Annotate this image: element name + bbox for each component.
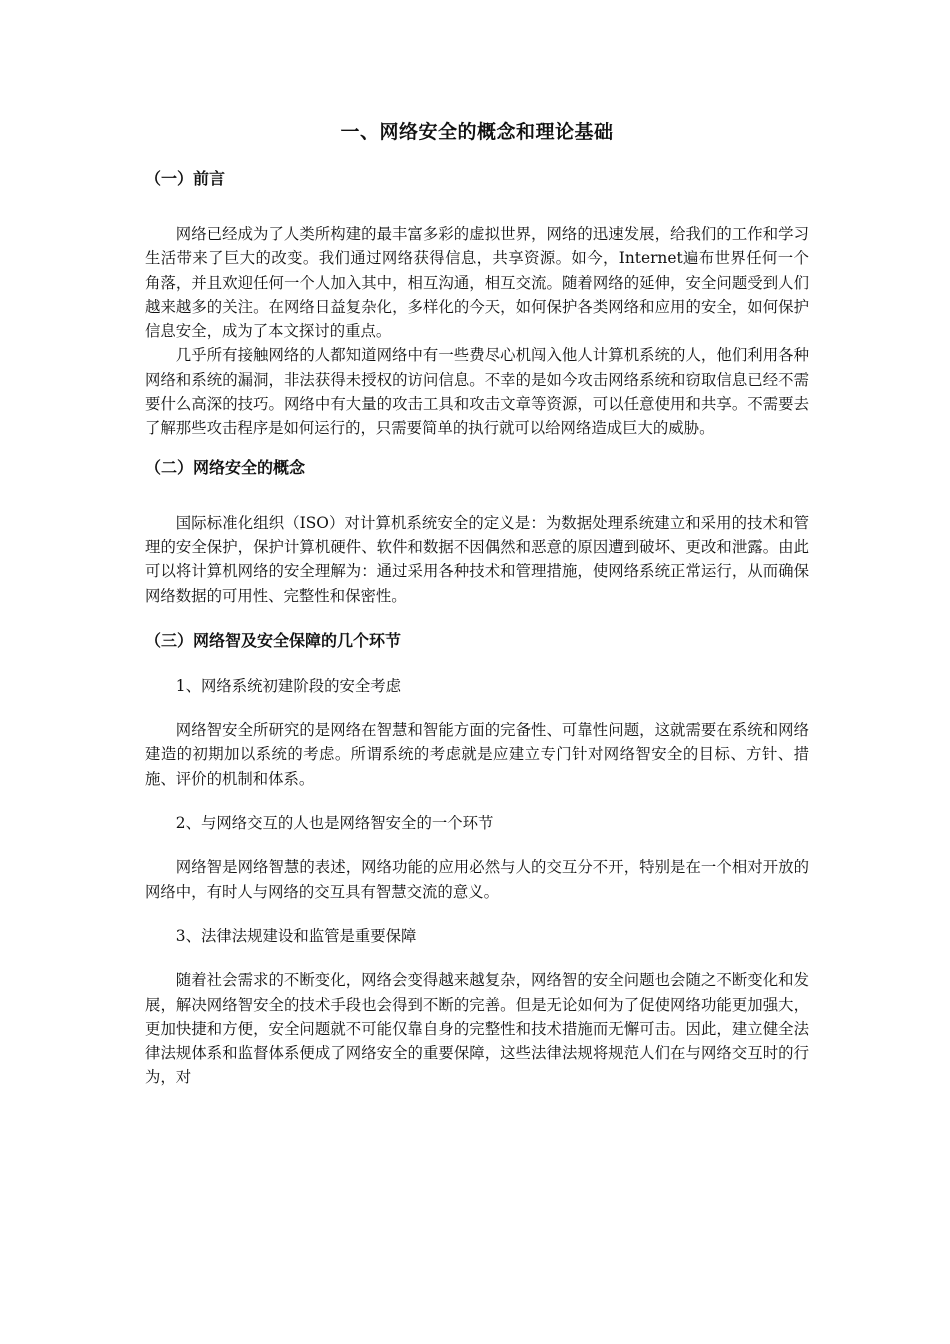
paragraph: 网络已经成为了人类所构建的最丰富多彩的虚拟世界，网络的迅速发展，给我们的工作和学习生活带来了巨大的改变。我们通过网络获得信息，共享资源。如今，Internet遍布世界任何一个角落，并且欢迎任何一个人加入其中，相互沟通，相互交流。随着网络的延伸，安全问题受到人们越来越多的关注。在网络日益复杂化，多样化的今天，如何保护各类网络和应用的安全，如何保护信息安全，成为了本文探讨的重点。 <box>145 225 809 341</box>
paragraph: 随着社会需求的不断变化，网络会变得越来越复杂，网络智的安全问题也会随之不断变化和发展，解决网络智安全的技术手段也会得到不断的完善。但是无论如何为了促使网络功能更加强大，更加快捷和方便，安全问题就不可能仅靠自身的完整性和技术措施而无懈可击。因此，建立健全法律法规体系和监督体系便成了网络安全的重要保障，这些法律法规将规范人们在与网络交互时的行为，对 <box>145 971 809 1087</box>
section-heading-concept: （二）网络安全的概念 <box>145 457 306 477</box>
section-heading-links: （三）网络智及安全保障的几个环节 <box>145 630 402 650</box>
subheading: 2、与网络交互的人也是网络智安全的一个环节 <box>175 814 494 833</box>
paragraph: 几乎所有接触网络的人都知道网络中有一些费尽心机闯入他人计算机系统的人，他们利用各种网络和系统的漏洞，非法获得未授权的访问信息。不幸的是如今攻击网络系统和窃取信息已经不需要什么高深的技巧。网络中有大量的攻击工具和攻击文章等资源，可以任意使用和共享。不需要去了解那些攻击程序是如何运行的，只需要简单的执行就可以给网络造成巨大的威胁。 <box>145 346 809 438</box>
subheading: 1、网络系统初建阶段的安全考虑 <box>175 676 402 695</box>
subheading: 3、法律法规建设和监管是重要保障 <box>175 926 417 945</box>
paragraph: 网络智是网络智慧的表述，网络功能的应用必然与人的交互分不开，特别是在一个相对开放的网络中，有时人与网络的交互具有智慧交流的意义。 <box>145 858 809 901</box>
paragraph: 国际标准化组织（ISO）对计算机系统安全的定义是：为数据处理系统建立和采用的技术和管理的安全保护，保护计算机硬件、软件和数据不因偶然和恶意的原因遭到破坏、更改和泄露。由此可以将计算机网络的安全理解为：通过采用各种技术和管理措施，使网络系统正常运行，从而确保网络数据的可用性、完整性和保密性。 <box>145 513 809 605</box>
document-page <box>145 118 809 1090</box>
document-title: 一、网络安全的概念和理论基础 <box>340 121 614 143</box>
section-heading-preface: （一）前言 <box>145 169 226 188</box>
paragraph: 网络智安全所研究的是网络在智慧和智能方面的完备性、可靠性问题，这就需要在系统和网络建造的初期加以系统的考虑。所谓系统的考虑就是应建立专门针对网络智安全的目标、方针、措施、评价的机制和体系。 <box>145 721 809 788</box>
